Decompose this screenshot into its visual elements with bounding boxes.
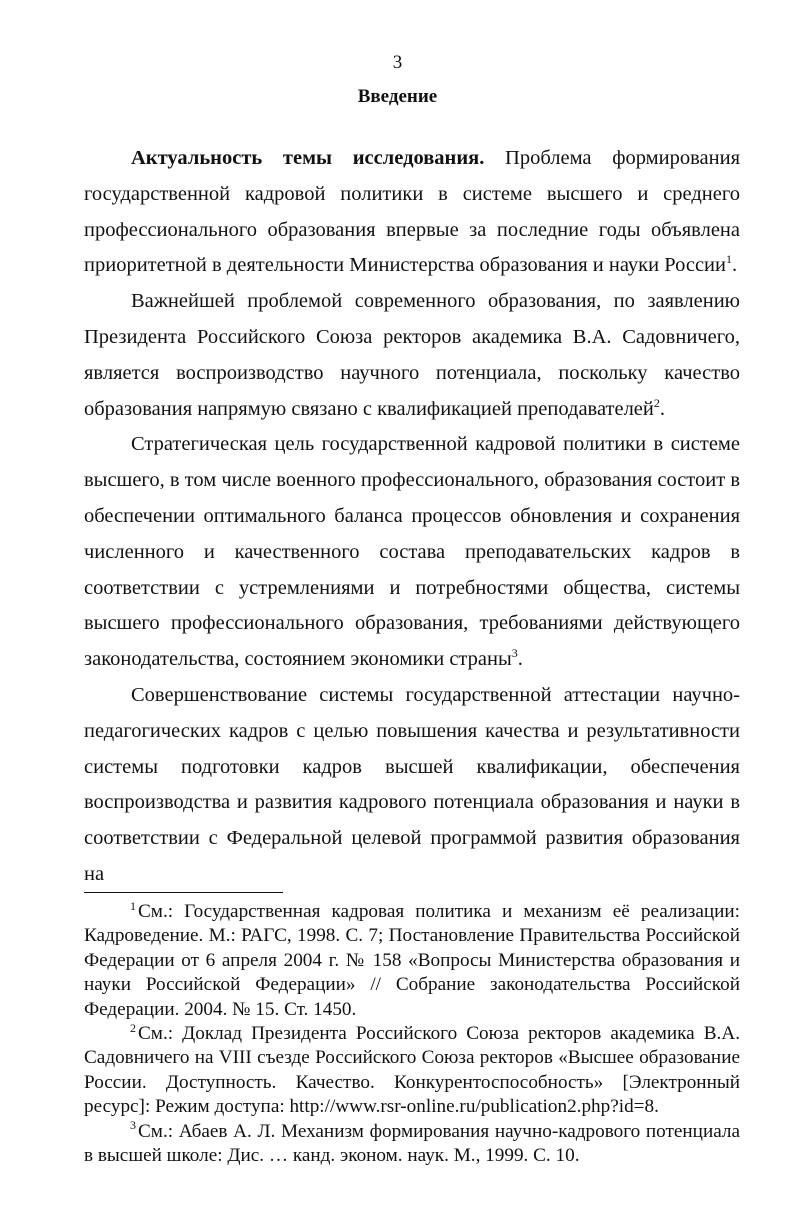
paragraph-improvement xyxy=(84,678,740,893)
footnote-2 xyxy=(84,1022,740,1120)
footnote-3 xyxy=(84,1120,740,1169)
paragraph-text: Стратегическая цель государственной кадровой политики в системе высшего, в том числе военного профессионального, образования состоит в обеспечении оптимального баланса процессов обновления и сохранения численного и качественного состава преподавательских кадров в соответствии с устремлениями и потребностями общества, системы высшего профессионального образования, требованиями действующего законодательства, состоянием экономики страны xyxy=(84,433,740,671)
paragraph-text: Важнейшей проблемой современного образования, по заявлению Президента Российского Союза ректоров академика В.А. Садовничего, является воспроизводство научного потенциала, поскольку качество образования напрямую связано с квалификацией преподавателей xyxy=(84,290,740,420)
footnote-text: См.: Государственная кадровая политика и механизм её реализации: Кадроведение. М.: РАГС, 1998. С. 7; Постановление Правительства Российской Федерации от 6 апреля 2004 г. № 158 «Вопросы Министерства образования и науки Российской Федерации» // Собрание законодательства Российской Федерации. 2004. № 15. Ст. 1450. xyxy=(84,901,740,1020)
paragraph-lead: Актуальность темы исследования. xyxy=(131,147,485,169)
paragraph-end: . xyxy=(659,397,666,420)
paragraph-end: . xyxy=(732,254,738,277)
footnote-text: См.: Доклад Президента Российского Союза ректоров академика В.А. Садовничего на VIII съезде Российского Союза ректоров «Высшее образование России. Доступность. Качество. Конкурентоспособность» [Электронный ресурс]: Режим доступа: http://www.rsr-online.ru/publication2.php?id=8. xyxy=(84,1023,740,1118)
main-text xyxy=(84,141,740,893)
paragraph-strategic-goal xyxy=(84,427,740,678)
footnote-reference: 1 xyxy=(726,252,732,267)
footnotes xyxy=(84,900,740,1168)
footnote-reference: 3 xyxy=(511,646,518,661)
footnote-1 xyxy=(84,900,740,1022)
footnote-separator xyxy=(84,892,283,893)
paragraph-text: Проблема формирования государственной кадровой политики в системе высшего и среднего профессионального образования впервые за последние годы объявлена приоритетной в деятельности Министерства образования и науки России xyxy=(84,147,741,277)
footnote-mark: 2 xyxy=(130,1020,136,1035)
paragraph-end: . xyxy=(517,648,523,671)
footnote-mark: 3 xyxy=(130,1118,136,1133)
page-title: Введение xyxy=(357,86,438,107)
paragraph-text: Совершенствование системы государственной аттестации научно-педагогических кадров с целью повышения качества и результативности системы подготовки кадров высшей квалификации, обеспечения воспроизводства и развития кадрового потенциала образования и науки в соответствии с Федеральной целевой программой развития образования на xyxy=(84,683,740,885)
paragraph-relevance xyxy=(84,141,740,284)
footnote-text: См.: Абаев А. Л. Механизм формирования научно-кадрового потенциала в высшей школе: Дис. … канд. эконом. наук. М., 1999. С. 10. xyxy=(84,1120,740,1167)
footnote-mark: 1 xyxy=(130,898,136,913)
page-number: 3 xyxy=(392,52,403,73)
footnote-reference: 2 xyxy=(653,395,660,410)
paragraph-important-problem xyxy=(84,284,740,427)
